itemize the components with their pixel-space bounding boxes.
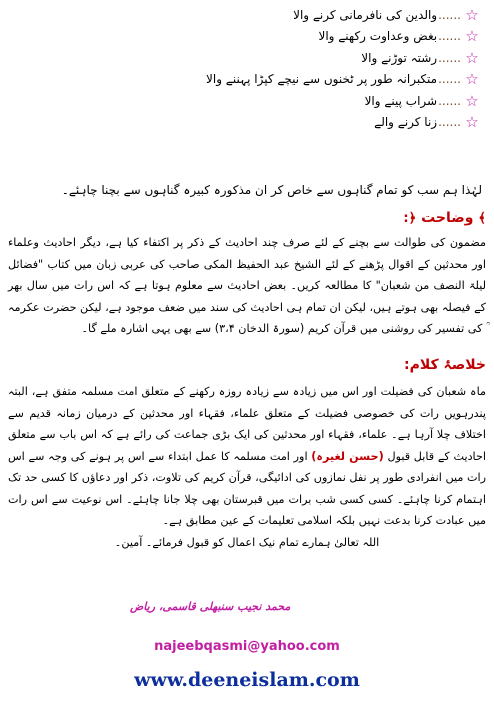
list-item	[12, 69, 482, 91]
list-dots: ......	[438, 29, 461, 44]
list-item	[12, 112, 482, 134]
section1-paragraph: مضمون کی طوالت سے بچنے کے لئے صرف چند احادیث کے ذکر پر اکتفاء کیا ہے، دیگر احادیث وعلماء اور محدثین کے اقوال پڑھنے کے لئے الشیخ عبد الحفیظ المکی صاحب کی عربی زبان میں کتاب "فضائل لیلۃ النصف من شعبان" کا مطالعہ کریں۔ بعض احادیث سے معلوم ہوتا ہے کہ اس رات میں سال بھر کے فیصلہ بھی ہوتے ہیں، لیکن ان تمام ہی احادیث کی سند میں ضعف موجود ہے، لیکن حضرت عکرمہ ؒ کی تفسیر کی روشنی میں قرآن کریم (سورۃ الدخان ۳،۴) سے بھی یہی اشارہ ملے گا۔	[8, 236, 486, 335]
list-item-text: والدین کی نافرمانی کرنے والا	[293, 7, 438, 22]
section2-text-after: اور امت مسلمہ کا عمل ابتداء سے اس پر ہونے کی وجہ سے اس رات میں انفرادی طور پر نفل نمازوں کی ادائیگی، قرآن کریم کی تلاوت، ذکر اور دعاؤں کا کسی حد تک اہتمام کرنا چاہئے۔ کسی کسی شب برات میں قبرستان بھی چلا جانا چاہئے۔ اس نوعیت سے اس رات میں عبادت کرنا بدعت نہیں بلکہ اسلامی تعلیمات کے عین مطابق ہے۔	[8, 449, 486, 527]
list-item-text: رشتہ توڑنے والا	[361, 50, 438, 65]
list-item	[12, 26, 482, 48]
list-item-text: متکبرانہ طور پر ٹخنوں سے نیچے کپڑا پہننے والا	[206, 72, 438, 87]
sin-list	[12, 4, 482, 133]
section2-text-before: ماہ شعبان کی فضیلت اور اس میں زیادہ سے زیادہ روزہ رکھنے کے متعلق امت مسلمہ متفق ہے، البتہ پندرہویں رات کی خصوصی فضیلت کے متعلق علماء، فقہاء اور محدثین کے درمیان زمانہ قدیم سے اختلاف چلا آرہا ہے۔ علماء، فقہاء اور محدثین کی ایک بڑی جماعت کی رائے ہے کہ اس باب سے متعلق احادیث کے قابل قبول	[8, 385, 486, 463]
section-heading-khulasa: خلاصۂ کلام:	[404, 357, 486, 373]
highlight-hasan-lighairihi: (حسن لغیرہ)	[311, 449, 384, 463]
list-dots: ......	[438, 115, 461, 130]
heading-ornament-left: ﴿:	[403, 211, 417, 226]
list-dots: ......	[438, 72, 461, 87]
section2-paragraph	[8, 381, 486, 629]
star-icon: ☆	[465, 48, 479, 67]
list-item	[12, 4, 482, 26]
list-item	[12, 90, 482, 112]
heading-ornament-right: ﴾	[478, 211, 486, 226]
star-icon: ☆	[465, 113, 479, 132]
list-item-text: شراب پینے والا	[364, 93, 438, 108]
heading-text: وضاحت	[421, 210, 474, 226]
author-signature: محمد نجیب سنبھلی قاسمی، ریاض	[130, 600, 291, 613]
section-heading-wazahat	[403, 210, 486, 226]
list-item-text: بغض وعداوت رکھنے والا	[318, 29, 438, 44]
star-icon: ☆	[465, 70, 479, 89]
list-item	[12, 47, 482, 69]
website-link[interactable]: www.deeneislam.com	[134, 669, 360, 691]
closing-line: لہٰذا ہم سب کو تمام گناہوں سے خاص کر ان مذکورہ کبیرہ گناہوں سے بچنا چاہئے۔	[61, 183, 482, 197]
star-icon: ☆	[465, 5, 479, 24]
email-link[interactable]: najeebqasmi@yahoo.com	[154, 639, 340, 654]
prayer-line: اللہ تعالیٰ ہمارے تمام نیک اعمال کو قبول فرمائے۔ آمین۔	[114, 535, 380, 549]
star-icon: ☆	[465, 91, 479, 110]
list-item-text: زنا کرنے والے	[374, 115, 438, 130]
list-dots: ......	[438, 7, 461, 22]
star-icon: ☆	[465, 27, 479, 46]
list-dots: ......	[438, 50, 461, 65]
list-dots: ......	[438, 93, 461, 108]
